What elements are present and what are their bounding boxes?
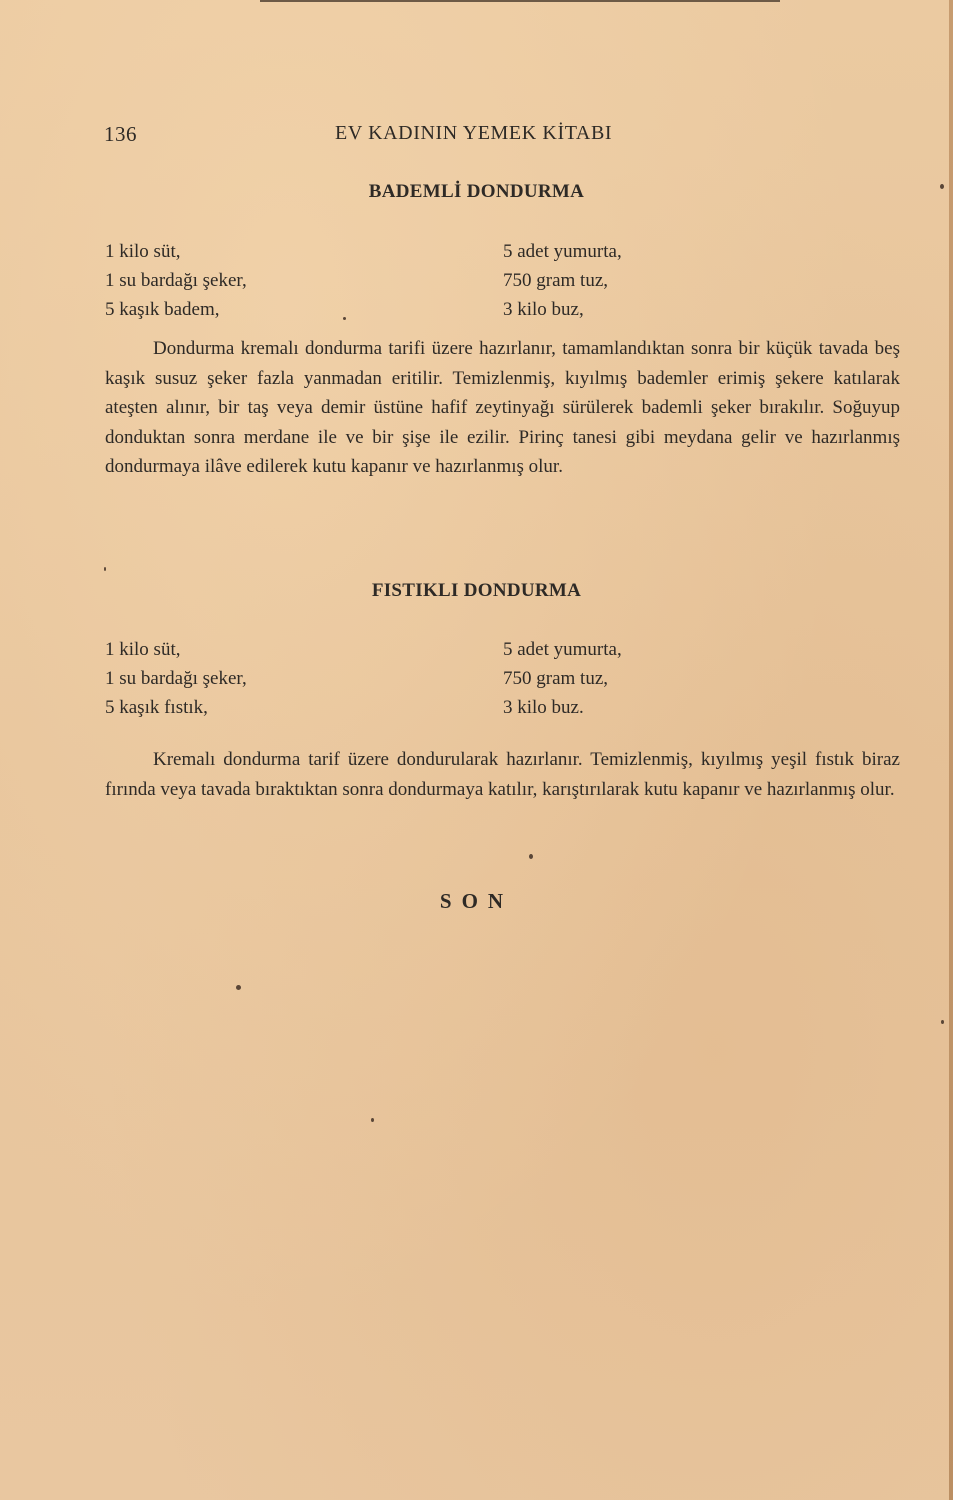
ingredient-item: 1 kilo süt, bbox=[105, 639, 181, 660]
paper-speck bbox=[941, 1020, 944, 1024]
ingredient-item: 750 gram tuz, bbox=[503, 270, 609, 291]
paper-speck bbox=[236, 985, 241, 990]
ingredient-item: 1 su bardağı şeker, bbox=[105, 668, 247, 689]
ingredient-item: 3 kilo buz. bbox=[503, 697, 584, 718]
top-rule bbox=[260, 0, 780, 2]
ingredient-item: 5 kaşık fıstık, bbox=[105, 697, 208, 718]
ingredient-item: 5 adet yumurta, bbox=[503, 241, 622, 262]
ingredients-left-fistikli bbox=[105, 635, 247, 722]
section-title-fistikli: FISTIKLI DONDURMA bbox=[371, 580, 582, 601]
paper-speck bbox=[529, 854, 533, 859]
ingredient-item: 5 adet yumurta, bbox=[503, 639, 622, 660]
ingredients-left-bademli bbox=[105, 237, 247, 324]
end-mark: SON bbox=[439, 889, 514, 913]
section-title-bademli: BADEMLİ DONDURMA bbox=[368, 181, 585, 202]
ingredient-item: 5 kaşık badem, bbox=[105, 299, 220, 320]
ingredients-right-bademli bbox=[503, 237, 622, 324]
instructions-text: Kremalı dondurma tarif üzere dondurularak hazırlanır. Temizlenmiş, kıyılmış yeşil fıstık biraz fırında veya tavada bıraktıktan sonra dondurmaya katılır, karıştırılarak kutu kapanır ve hazırlanmış olur. bbox=[105, 749, 900, 800]
paper-speck bbox=[104, 567, 106, 571]
paper-speck bbox=[343, 317, 346, 320]
running-title: EV KADININ YEMEK KİTABI bbox=[335, 122, 613, 144]
page-header bbox=[0, 122, 953, 152]
ingredient-item: 1 su bardağı şeker, bbox=[105, 270, 247, 291]
paper-speck bbox=[371, 1118, 374, 1122]
ingredient-item: 750 gram tuz, bbox=[503, 668, 609, 689]
ingredient-item: 3 kilo buz, bbox=[503, 299, 584, 320]
page-number: 136 bbox=[104, 122, 137, 146]
ingredient-item: 1 kilo süt, bbox=[105, 241, 181, 262]
ingredients-right-fistikli bbox=[503, 635, 622, 722]
instructions-bademli bbox=[105, 334, 900, 482]
instructions-text: Dondurma kremalı dondurma tarifi üzere hazırlanır, tamamlandıktan sonra bir küçük tavada beş kaşık susuz şeker fazla yanmadan eritilir. Temizlenmiş, kıyılmış bademler erimiş şekere katılarak ateşten alınır, bir taş veya demir üstüne hafif zeytinyağı sürülerek bademli şeker bırakılır. Soğuyup donduktan sonra merdane ile ve bir şişe ile ezilir. Pirinç tanesi gibi meydana gelir ve hazırlanmış dondurmaya ilâve edilerek kutu kapanır ve hazırlanmış olur. bbox=[105, 338, 900, 477]
paper-speck bbox=[940, 184, 944, 189]
page-edge bbox=[949, 0, 953, 1500]
instructions-fistikli bbox=[105, 745, 900, 804]
